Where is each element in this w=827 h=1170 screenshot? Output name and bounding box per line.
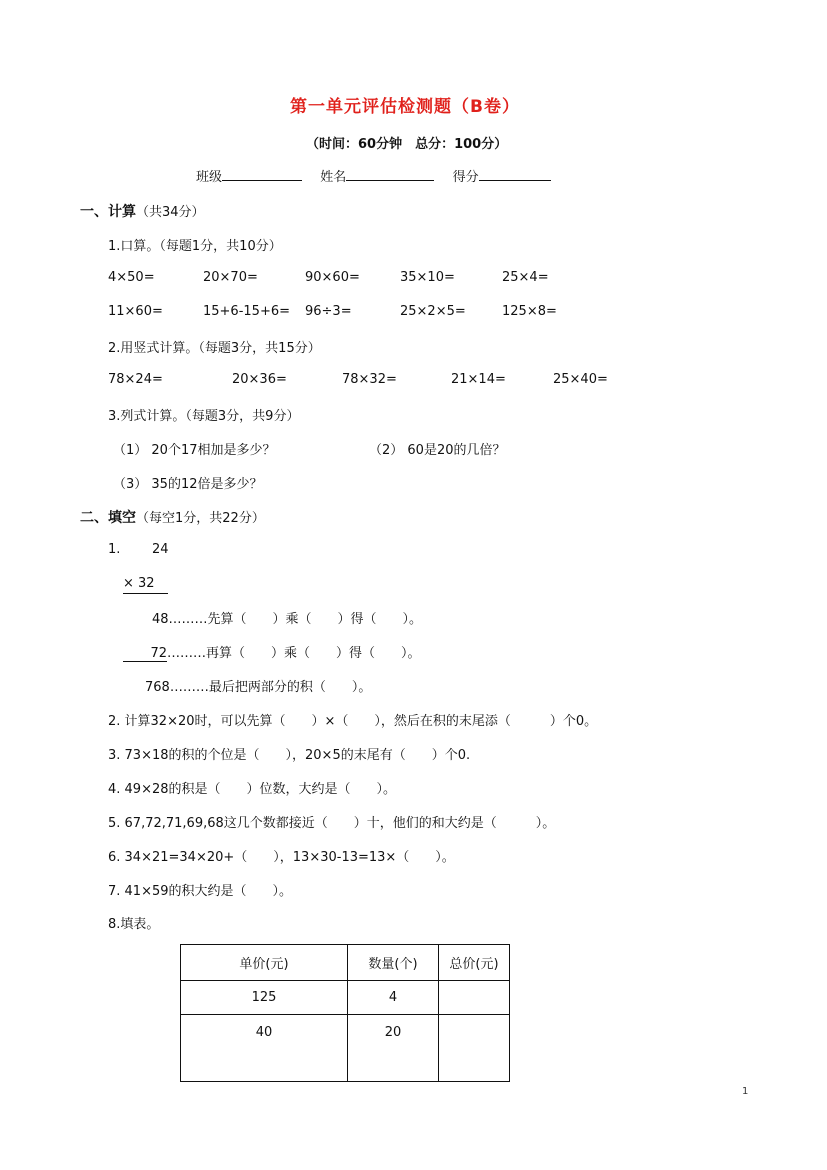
table-header: 单价(元)	[181, 945, 348, 981]
fill-item: 7. 41×59的积大约是（ ）。	[108, 884, 293, 899]
vertical-item: 78×24=	[108, 372, 163, 387]
table-cell: 4	[348, 981, 439, 1015]
fill-item: 6. 34×21=34×20+（ ），13×30-13=13×（ ）。	[108, 850, 455, 865]
question-1-2: 2.用竖式计算。（每题3分，共15分）	[108, 341, 321, 356]
calc-total: 768………最后把两部分的积（ ）。	[145, 680, 372, 695]
table-row	[181, 1015, 510, 1082]
question-2-1-number: 1.	[108, 542, 121, 557]
calc-multiplier: × 32	[123, 576, 168, 594]
mental-item: 90×60=	[305, 270, 360, 285]
calc-partial-2: 72………再算（ ）乘（ ）得（ ）。	[123, 642, 421, 662]
section1-heading: 一、计算（共34分）	[80, 204, 205, 220]
score-label: 得分	[452, 170, 479, 185]
mental-item: 4×50=	[108, 270, 155, 285]
table-cell: 125	[181, 981, 348, 1015]
mental-item: 25×2×5=	[400, 304, 466, 319]
table-cell-empty[interactable]	[439, 981, 510, 1015]
table-header-row	[181, 945, 510, 981]
mental-item: 35×10=	[400, 270, 455, 285]
calc-partial-1: 48………先算（ ）乘（ ）得（ ）。	[152, 612, 423, 627]
score-blank[interactable]	[479, 168, 551, 181]
table-row	[181, 981, 510, 1015]
calc-multiplicand: 24	[152, 542, 169, 557]
table-header: 数量(个)	[348, 945, 439, 981]
page-subtitle: （时间：60分钟 总分：100分）	[306, 137, 508, 152]
mental-item: 20×70=	[203, 270, 258, 285]
question-1-3: 3.列式计算。（每题3分，共9分）	[108, 409, 300, 424]
word-problem: （3） 35的12倍是多少？	[113, 477, 263, 492]
vertical-item: 21×14=	[451, 372, 506, 387]
name-blank[interactable]	[346, 168, 434, 181]
mental-item: 11×60=	[108, 304, 163, 319]
fill-item: 4. 49×28的积是（ ）位数，大约是（ ）。	[108, 782, 397, 797]
fill-table	[180, 944, 510, 1082]
question-1-1: 1.口算。（每题1分，共10分）	[108, 239, 282, 254]
page-title: 第一单元评估检测题（B卷）	[290, 97, 520, 117]
fill-item: 2. 计算32×20时，可以先算（ ）×（ ），然后在积的末尾添（ ）个0。	[108, 714, 598, 729]
name-label: 姓名	[320, 170, 347, 185]
table-header: 总价(元)	[439, 945, 510, 981]
mental-item: 125×8=	[502, 304, 557, 319]
mental-item: 15+6-15+6=	[203, 304, 290, 319]
table-cell-empty[interactable]	[439, 1015, 510, 1082]
word-problem: （1） 20个17相加是多少？	[113, 443, 276, 458]
fill-item: 3. 73×18的积的个位是（ ），20×5的末尾有（ ）个0.	[108, 748, 471, 763]
info-line	[196, 166, 551, 185]
table-cell: 40	[181, 1015, 348, 1082]
vertical-item: 25×40=	[553, 372, 608, 387]
vertical-item: 20×36=	[232, 372, 287, 387]
fill-item: 8.填表。	[108, 917, 160, 932]
page-number: 1	[742, 1086, 749, 1097]
vertical-item: 78×32=	[342, 372, 397, 387]
table-cell: 20	[348, 1015, 439, 1082]
mental-item: 96÷3=	[305, 304, 352, 319]
section2-heading: 二、填空（每空1分，共22分）	[80, 510, 265, 526]
mental-item: 25×4=	[502, 270, 549, 285]
class-blank[interactable]	[222, 168, 302, 181]
class-label: 班级	[196, 170, 223, 185]
fill-item: 5. 67,72,71,69,68这几个数都接近（ ）十，他们的和大约是（ ）。	[108, 816, 556, 831]
word-problem: （2） 60是20的几倍？	[369, 443, 506, 458]
